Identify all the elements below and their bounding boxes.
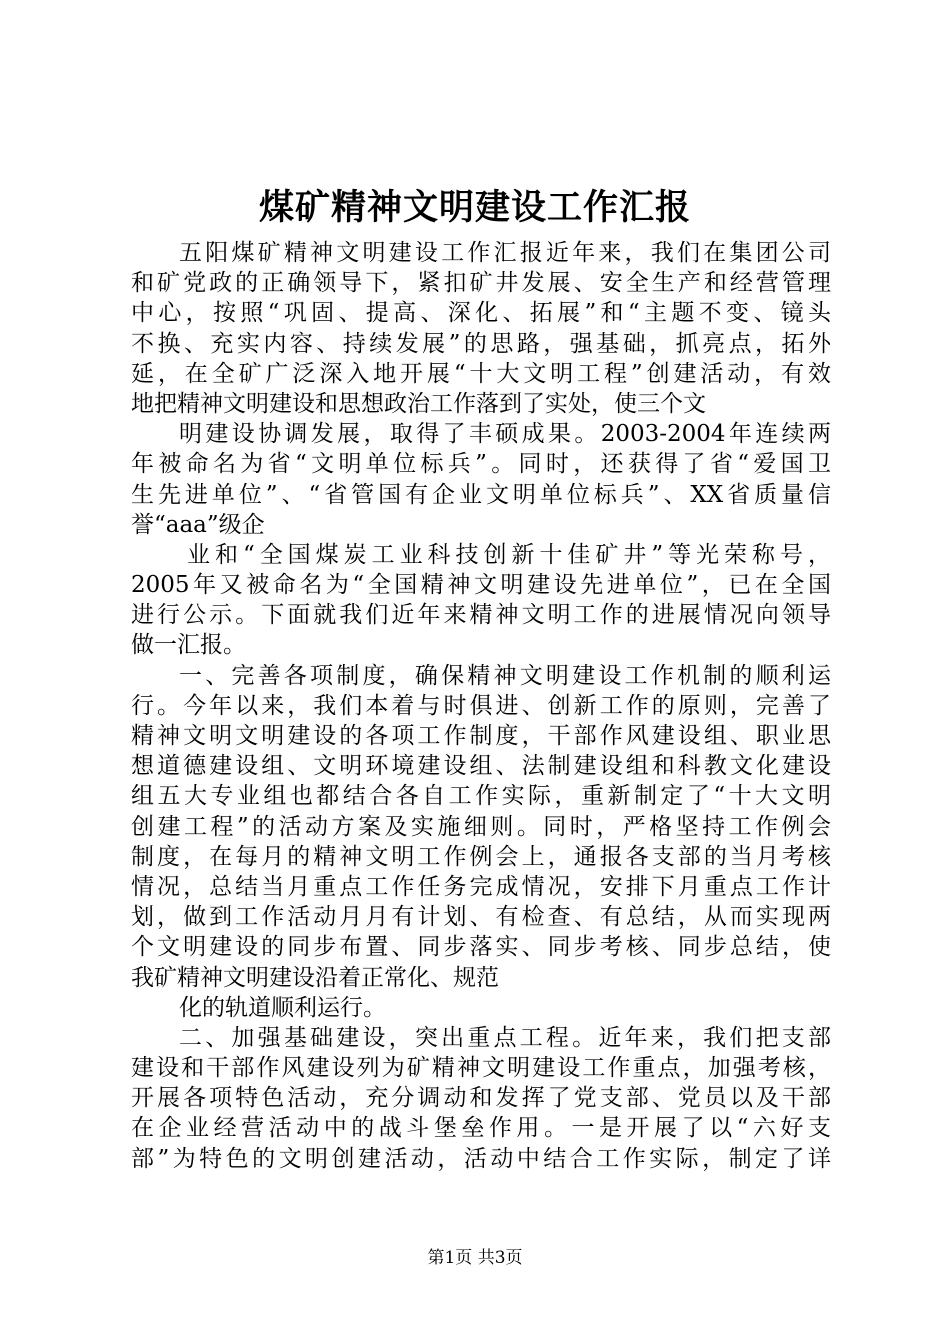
text-line: 想道德建设组、文明环境建设组、法制建设组和科教文化建设 — [131, 753, 831, 780]
text-line: 划，做到工作活动月月有计划、有检查、有总结，从而实现两 — [131, 904, 831, 931]
text-line: 业和“全国煤炭工业科技创新十佳矿井”等光荣称号， — [187, 541, 831, 568]
text-line: 地把精神文明建设和思想政治工作落到了实处，使三个文 — [131, 390, 706, 417]
text-line: 不换、充实内容、持续发展”的思路，强基础，抓亮点，拓外 — [131, 330, 831, 357]
text-line: 明建设协调发展，取得了丰硕成果。2003-2004年连续两 — [179, 421, 831, 448]
text-line: 二、加强基础建设，突出重点工程。近年来，我们把支部 — [179, 1024, 831, 1051]
text-line: 开展各项特色活动，充分调动和发挥了党支部、党员以及干部 — [131, 1085, 831, 1112]
text-line: 一、完善各项制度，确保精神文明建设工作机制的顺利运 — [179, 662, 831, 689]
text-line: 精神文明文明建设的各项工作制度，干部作风建设组、职业思 — [131, 723, 831, 749]
text-line: 行。今年以来，我们本着与时俱进、创新工作的原则，完善了 — [131, 692, 831, 719]
document-title: 煤矿精神文明建设工作汇报 — [258, 187, 691, 228]
text-line: 化的轨道顺利运行。 — [179, 994, 386, 1021]
text-line: 创建工程”的活动方案及实施细则。同时，严格坚持工作例会 — [131, 813, 831, 840]
text-line: 五阳煤矿精神文明建设工作汇报近年来，我们在集团公司 — [179, 240, 831, 266]
text-line: 部”为特色的文明创建活动，活动中结合工作实际，制定了详 — [131, 1145, 831, 1172]
text-line: 延，在全矿广泛深入地开展“十大文明工程”创建活动，有效 — [131, 360, 831, 387]
text-line: 制度，在每月的精神文明工作例会上，通报各支部的当月考核 — [131, 843, 831, 870]
text-line: 年被命名为省“文明单位标兵”。同时，还获得了省“爱国卫 — [131, 451, 831, 478]
text-line: 在企业经营活动中的战斗堡垒作用。一是开展了以“六好支 — [131, 1115, 831, 1142]
text-line: 情况，总结当月重点工作任务完成情况，安排下月重点工作计 — [131, 873, 831, 900]
text-line: 誉“aaa”级企 — [131, 511, 265, 538]
text-line: 中心，按照“巩固、提高、深化、拓展”和“主题不变、镜头 — [131, 300, 831, 327]
text-line: 组五大专业组也都结合各自工作实际，重新制定了“十大文明 — [131, 783, 831, 810]
text-line: 2005年又被命名为“全国精神文明建设先进单位”，已在全国 — [131, 572, 831, 599]
text-line: 和矿党政的正确领导下，紧扣矿井发展、安全生产和经营管理 — [131, 270, 831, 297]
text-line: 做一汇报。 — [131, 632, 246, 659]
text-line: 我矿精神文明建设沿着正常化、规范 — [131, 964, 499, 991]
text-line: 生先进单位”、“省管国有企业文明单位标兵”、XX省质量信 — [131, 481, 831, 508]
text-line: 个文明建设的同步布置、同步落实、同步考核、同步总结，使 — [131, 934, 831, 961]
page-footer — [0, 1246, 950, 1270]
text-line: 建设和干部作风建设列为矿精神文明建设工作重点，加强考核， — [131, 1055, 831, 1082]
page-indicator: 第1页 共3页 — [427, 1248, 523, 1268]
text-line: 进行公示。下面就我们近年来精神文明工作的进展情况向领导 — [131, 602, 831, 629]
document-body — [131, 238, 831, 1174]
